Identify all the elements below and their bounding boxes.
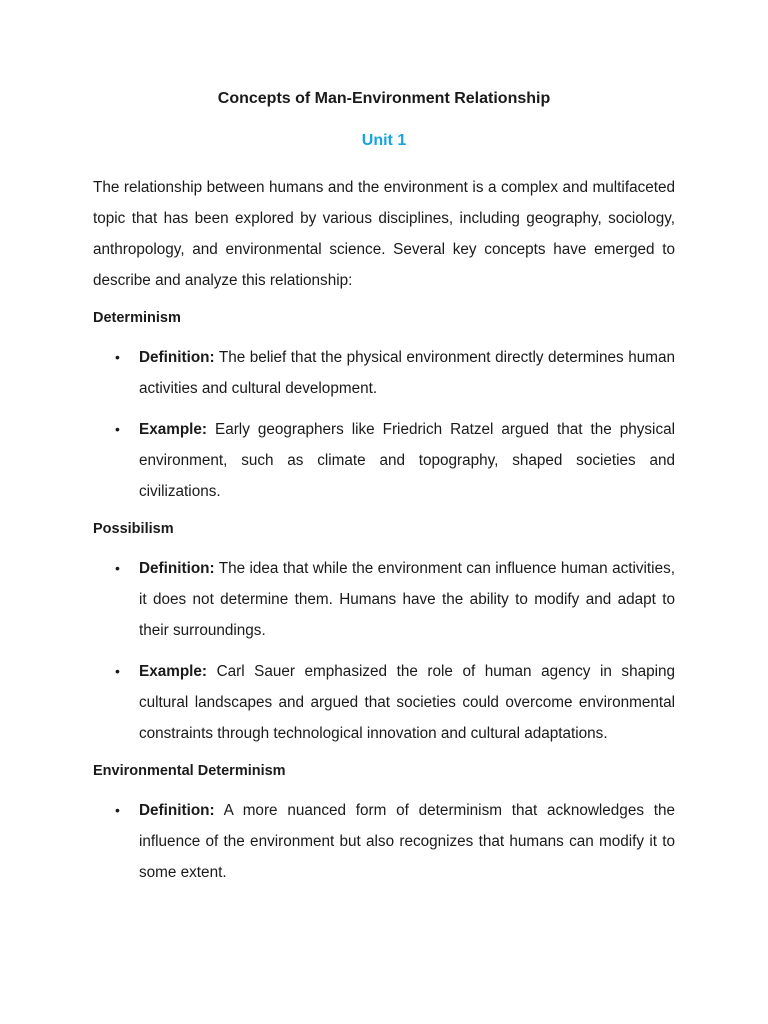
list-item [93, 656, 675, 749]
intro-paragraph: The relationship between humans and the environment is a complex and multifaceted topic that has been explored by various disciplines, including geography, sociology, anthropology, and environmental science. Several key concepts have emerged to describe and analyze this relationship: [93, 179, 675, 289]
point-label: Example: [139, 421, 208, 438]
bullet-icon: • [115, 560, 120, 576]
point-label: Example: [139, 663, 208, 680]
possibilism-points [93, 553, 675, 749]
section-heading-possibilism: Possibilism [93, 521, 174, 537]
point-text: The belief that the physical environment directly determines human activities and cultural development. [139, 349, 675, 397]
determinism-points [93, 342, 675, 507]
bullet-icon: • [115, 421, 120, 437]
point-text: Early geographers like Friedrich Ratzel argued that the physical environment, such as climate and topography, shaped societies and civilizations. [139, 421, 676, 500]
point-text: The idea that while the environment can influence human activities, it does not determine them. Humans have the ability to modify and adapt to their surroundings. [139, 560, 675, 639]
bullet-icon: • [115, 349, 120, 365]
section-heading-environmental-determinism: Environmental Determinism [93, 763, 286, 779]
bullet-icon: • [115, 663, 120, 679]
list-item [93, 795, 675, 888]
point-label: Definition: [139, 349, 215, 366]
point-label: Definition: [139, 802, 215, 819]
bullet-icon: • [115, 802, 120, 818]
section-heading-determinism: Determinism [93, 310, 181, 326]
document-title: Concepts of Man-Environment Relationship [217, 90, 551, 107]
point-text: Carl Sauer emphasized the role of human agency in shaping cultural landscapes and argued that societies could overcome environmental constraints through technological innovation and cultural adaptations. [139, 663, 676, 742]
list-item [93, 553, 675, 646]
environmental-determinism-points [93, 795, 675, 888]
point-text: A more nuanced form of determinism that acknowledges the influence of the environment but also recognizes that humans can modify it to some extent. [139, 802, 676, 881]
point-label: Definition: [139, 560, 215, 577]
unit-label: Unit 1 [361, 132, 407, 149]
list-item [93, 342, 675, 404]
list-item [93, 414, 675, 507]
